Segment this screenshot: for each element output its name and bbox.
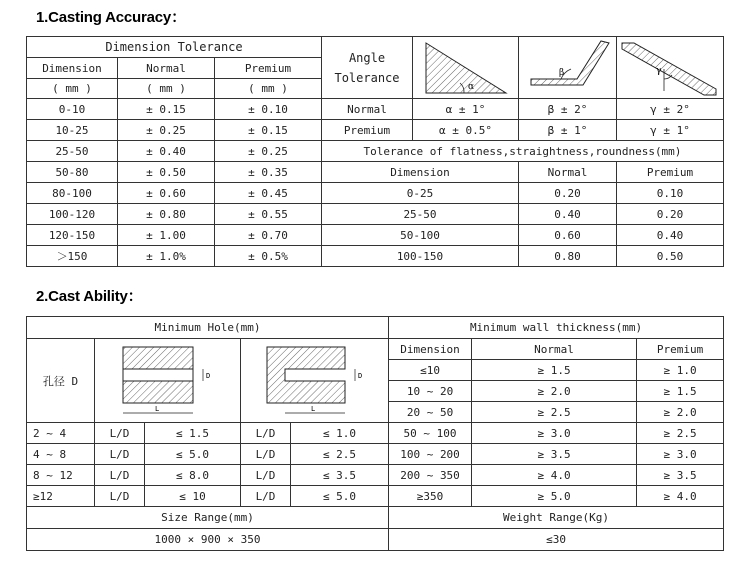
size-range-title: Size Range(mm) [27, 507, 389, 529]
angle-beta: β ± 2° [519, 99, 617, 120]
casting-accuracy-table [26, 36, 724, 267]
tol-dim: 10-25 [27, 120, 118, 141]
flat-premium: 0.20 [617, 204, 724, 225]
dimension-tolerance-title: Dimension Tolerance [27, 37, 322, 58]
flat-dim: 25-50 [322, 204, 519, 225]
blind-hole-diagram [241, 339, 389, 423]
alpha-label: α [467, 81, 474, 92]
hole-range: ≥12 [27, 486, 95, 507]
wall-premium: ≥ 3.5 [637, 465, 724, 486]
wall-normal: ≥ 1.5 [472, 360, 637, 381]
size-range-value: 1000 × 900 × 350 [27, 529, 389, 551]
cast-ability-table [26, 316, 724, 551]
wall-normal-header: Normal [472, 339, 637, 360]
normal-header: Normal [118, 58, 215, 79]
wall-premium-header: Premium [637, 339, 724, 360]
flat-normal: 0.80 [519, 246, 617, 267]
tol-premium: ± 0.35 [215, 162, 322, 183]
wall-dim: 50 ~ 100 [389, 423, 472, 444]
flatness-dimension-header: Dimension [322, 162, 519, 183]
flatness-title: Tolerance of flatness,straightness,roundness(mm) [322, 141, 724, 162]
diameter-d-label: D [357, 371, 362, 380]
gamma-label: γ [656, 65, 662, 76]
length-l-label: L [154, 404, 159, 413]
hole-range: 4 ~ 8 [27, 444, 95, 465]
gamma-angle-diagram [617, 37, 724, 99]
flat-normal: 0.60 [519, 225, 617, 246]
tol-dim: 120-150 [27, 225, 118, 246]
blind-ratio: ≤ 3.5 [291, 465, 389, 486]
tol-normal: ± 0.40 [118, 141, 215, 162]
flatness-premium-header: Premium [617, 162, 724, 183]
hole-diameter-label: 孔径 D [27, 339, 95, 423]
tol-premium: ± 0.5% [215, 246, 322, 267]
tol-normal: ± 1.00 [118, 225, 215, 246]
hole-ld: L/D [95, 444, 145, 465]
dimension-unit: ( mm ) [27, 79, 118, 99]
hole-ld: L/D [95, 465, 145, 486]
hole-ld: L/D [95, 486, 145, 507]
flat-dim: 100-150 [322, 246, 519, 267]
flat-normal: 0.20 [519, 183, 617, 204]
tol-normal: ± 1.0% [118, 246, 215, 267]
blind-ld: L/D [241, 465, 291, 486]
hole-ratio: ≤ 5.0 [145, 444, 241, 465]
tol-dim: 50-80 [27, 162, 118, 183]
flatness-normal-header: Normal [519, 162, 617, 183]
wall-premium: ≥ 3.0 [637, 444, 724, 465]
tol-normal: ± 0.60 [118, 183, 215, 204]
wall-normal: ≥ 2.0 [472, 381, 637, 402]
wall-premium: ≥ 1.5 [637, 381, 724, 402]
premium-header: Premium [215, 58, 322, 79]
angle-tolerance-title: Angle Tolerance [322, 37, 413, 99]
blind-ratio: ≤ 5.0 [291, 486, 389, 507]
length-l-label: L [310, 404, 315, 413]
wall-normal: ≥ 3.5 [472, 444, 637, 465]
flat-dim: 0-25 [322, 183, 519, 204]
wall-normal: ≥ 5.0 [472, 486, 637, 507]
premium-unit: ( mm ) [215, 79, 322, 99]
angle-alpha: α ± 1° [413, 99, 519, 120]
casting-accuracy-heading: 1.Casting Accuracy： [36, 9, 186, 26]
angle-gamma: γ ± 2° [617, 99, 724, 120]
angle-grade: Normal [322, 99, 413, 120]
beta-label: β [558, 67, 564, 78]
hole-ratio: ≤ 8.0 [145, 465, 241, 486]
flat-premium: 0.10 [617, 183, 724, 204]
blind-ld: L/D [241, 444, 291, 465]
blind-ratio: ≤ 2.5 [291, 444, 389, 465]
tol-premium: ± 0.45 [215, 183, 322, 204]
tol-normal: ± 0.50 [118, 162, 215, 183]
wall-dim: 10 ~ 20 [389, 381, 472, 402]
wall-dim: 100 ~ 200 [389, 444, 472, 465]
diameter-d-label: D [205, 371, 210, 380]
flat-premium: 0.50 [617, 246, 724, 267]
tol-premium: ± 0.55 [215, 204, 322, 225]
tol-premium: ± 0.15 [215, 120, 322, 141]
wall-dimension-header: Dimension [389, 339, 472, 360]
blind-ld: L/D [241, 423, 291, 444]
wall-normal: ≥ 2.5 [472, 402, 637, 423]
through-hole-diagram [95, 339, 241, 423]
wall-premium: ≥ 4.0 [637, 486, 724, 507]
tol-normal: ± 0.80 [118, 204, 215, 225]
tol-dim: 80-100 [27, 183, 118, 204]
wall-dim: 200 ~ 350 [389, 465, 472, 486]
tol-normal: ± 0.25 [118, 120, 215, 141]
angle-beta: β ± 1° [519, 120, 617, 141]
tol-dim: 25-50 [27, 141, 118, 162]
wall-dim: ≥350 [389, 486, 472, 507]
tol-dim: 100-120 [27, 204, 118, 225]
tol-premium: ± 0.70 [215, 225, 322, 246]
tol-premium: ± 0.10 [215, 99, 322, 120]
wall-dim: ≤10 [389, 360, 472, 381]
angle-alpha: α ± 0.5° [413, 120, 519, 141]
wall-normal: ≥ 4.0 [472, 465, 637, 486]
hole-ratio: ≤ 10 [145, 486, 241, 507]
weight-range-value: ≤30 [389, 529, 724, 551]
minimum-hole-title: Minimum Hole(mm) [27, 317, 389, 339]
cast-ability-heading: 2.Cast Ability： [36, 288, 143, 305]
wall-premium: ≥ 2.0 [637, 402, 724, 423]
tol-normal: ± 0.15 [118, 99, 215, 120]
alpha-angle-diagram [413, 37, 519, 99]
tol-dim: 0-10 [27, 99, 118, 120]
hole-ratio: ≤ 1.5 [145, 423, 241, 444]
tol-dim: ＞150 [27, 246, 118, 267]
wall-dim: 20 ~ 50 [389, 402, 472, 423]
minimum-wall-title: Minimum wall thickness(mm) [389, 317, 724, 339]
weight-range-title: Weight Range(Kg) [389, 507, 724, 529]
wall-premium: ≥ 2.5 [637, 423, 724, 444]
flat-dim: 50-100 [322, 225, 519, 246]
tol-premium: ± 0.25 [215, 141, 322, 162]
angle-grade: Premium [322, 120, 413, 141]
hole-range: 2 ~ 4 [27, 423, 95, 444]
normal-unit: ( mm ) [118, 79, 215, 99]
wall-premium: ≥ 1.0 [637, 360, 724, 381]
blind-ratio: ≤ 1.0 [291, 423, 389, 444]
beta-angle-diagram [519, 37, 617, 99]
dimension-header: Dimension [27, 58, 118, 79]
wall-normal: ≥ 3.0 [472, 423, 637, 444]
angle-gamma: γ ± 1° [617, 120, 724, 141]
flat-premium: 0.40 [617, 225, 724, 246]
flat-normal: 0.40 [519, 204, 617, 225]
hole-ld: L/D [95, 423, 145, 444]
blind-ld: L/D [241, 486, 291, 507]
hole-range: 8 ~ 12 [27, 465, 95, 486]
